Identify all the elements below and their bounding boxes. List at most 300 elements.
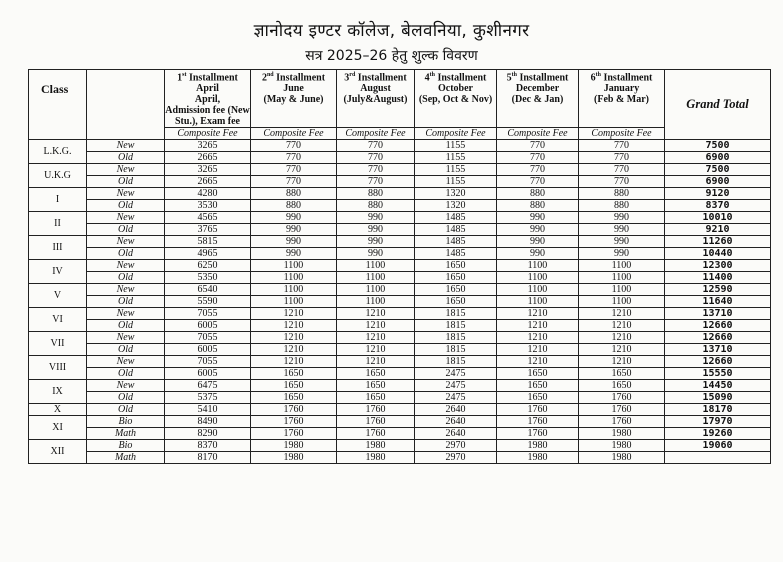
class-name: U.K.G [29, 164, 87, 188]
table-row [29, 140, 771, 152]
fee-cell: 1760 [497, 428, 579, 440]
table-row [29, 344, 771, 356]
installment-line: June [283, 83, 304, 95]
fee-cell: 1155 [415, 176, 497, 188]
fee-cell: 1320 [415, 200, 497, 212]
class-name: IV [29, 260, 87, 284]
fee-cell: 1650 [415, 260, 497, 272]
student-type: New [87, 164, 165, 176]
student-type: Old [87, 152, 165, 164]
installment-title [251, 70, 336, 83]
installment-header [497, 70, 579, 128]
installment-header [165, 70, 251, 128]
fee-cell: 1100 [337, 272, 415, 284]
grand-total-cell: 18170 [665, 404, 771, 416]
class-name: L.K.G. [29, 140, 87, 164]
fee-cell: 2665 [165, 152, 251, 164]
composite-fee-label: Composite Fee [497, 128, 579, 140]
fee-cell: 1210 [251, 320, 337, 332]
installment-ordinal: th [429, 72, 435, 78]
class-name: VIII [29, 356, 87, 380]
installment-number: 4 [424, 72, 430, 84]
fee-cell: 1485 [415, 224, 497, 236]
table-row [29, 392, 771, 404]
fee-cell: 1210 [497, 356, 579, 368]
composite-fee-label: Composite Fee [251, 128, 337, 140]
fee-cell: 8370 [165, 440, 251, 452]
grand-total-cell: 11640 [665, 296, 771, 308]
fee-cell: 1210 [251, 344, 337, 356]
installment-line: October [438, 83, 473, 95]
fee-cell: 1155 [415, 164, 497, 176]
student-type: Bio [87, 416, 165, 428]
fee-cell: 2475 [415, 380, 497, 392]
fee-cell: 1210 [497, 344, 579, 356]
fee-cell: 1650 [415, 296, 497, 308]
composite-fee-label: Composite Fee [337, 128, 415, 140]
grand-total-cell: 19260 [665, 428, 771, 440]
fee-cell: 880 [497, 188, 579, 200]
fee-cell: 1485 [415, 212, 497, 224]
class-name: VII [29, 332, 87, 356]
fee-cell: 770 [497, 152, 579, 164]
grand-total-cell: 11400 [665, 272, 771, 284]
fee-cell: 1100 [251, 272, 337, 284]
installment-title [579, 70, 664, 83]
fee-cell: 4965 [165, 248, 251, 260]
table-row [29, 260, 771, 272]
fee-cell: 1980 [579, 452, 665, 464]
fee-cell: 1210 [497, 320, 579, 332]
fee-cell: 990 [579, 212, 665, 224]
fee-cell: 3530 [165, 200, 251, 212]
fee-cell: 1760 [251, 404, 337, 416]
class-name: III [29, 236, 87, 260]
fee-cell: 990 [579, 248, 665, 260]
fee-cell: 2475 [415, 368, 497, 380]
student-type: New [87, 236, 165, 248]
grand-total-cell: 14450 [665, 380, 771, 392]
fee-cell: 3265 [165, 140, 251, 152]
class-name: XII [29, 440, 87, 464]
fee-cell: 1210 [497, 332, 579, 344]
student-type: Math [87, 428, 165, 440]
fee-cell: 1210 [337, 320, 415, 332]
installment-word: Installment [273, 72, 326, 84]
table-row [29, 224, 771, 236]
table-row [29, 308, 771, 320]
student-type: Old [87, 392, 165, 404]
grand-total-cell: 10440 [665, 248, 771, 260]
fee-cell: 1650 [497, 380, 579, 392]
fee-cell: 1650 [579, 368, 665, 380]
fee-cell: 1980 [251, 440, 337, 452]
installment-word: Installment [355, 72, 407, 84]
fee-cell: 990 [497, 248, 579, 260]
table-row [29, 320, 771, 332]
grand-total-cell: 12300 [665, 260, 771, 272]
table-row [29, 332, 771, 344]
type-header [87, 70, 165, 140]
student-type: Old [87, 344, 165, 356]
fee-cell: 990 [337, 224, 415, 236]
fee-cell: 1760 [579, 416, 665, 428]
fee-cell: 1815 [415, 320, 497, 332]
fee-cell: 1100 [337, 260, 415, 272]
fee-cell: 880 [251, 200, 337, 212]
student-type: Math [87, 452, 165, 464]
installment-number: 1 [177, 72, 183, 84]
fee-cell: 1650 [251, 392, 337, 404]
installment-number: 5 [506, 72, 512, 84]
student-type: New [87, 308, 165, 320]
fee-cell: 990 [497, 236, 579, 248]
installment-title [165, 70, 250, 83]
fee-cell: 990 [251, 248, 337, 260]
fee-cell: 990 [337, 212, 415, 224]
fee-cell: 2640 [415, 416, 497, 428]
fee-cell: 990 [251, 212, 337, 224]
table-row [29, 236, 771, 248]
table-row [29, 212, 771, 224]
table-row [29, 428, 771, 440]
table-row [29, 416, 771, 428]
college-title: ज्ञानोदय इण्टर कॉलेज, बेलवनिया, कुशीनगर [253, 21, 530, 41]
fee-cell: 880 [579, 200, 665, 212]
fee-cell: 5375 [165, 392, 251, 404]
class-name: XI [29, 416, 87, 440]
fee-cell: 1210 [579, 356, 665, 368]
installment-line: (Dec & Jan) [511, 94, 564, 106]
student-type: New [87, 140, 165, 152]
grand-total-cell: 9120 [665, 188, 771, 200]
grand-total-cell: 17970 [665, 416, 771, 428]
installment-header [415, 70, 497, 128]
fee-cell: 6250 [165, 260, 251, 272]
fee-cell: 1760 [251, 416, 337, 428]
installment-line: (Sep, Oct & Nov) [418, 94, 493, 106]
installment-word: Installment [434, 72, 487, 84]
table-row [29, 284, 771, 296]
fee-cell: 1100 [579, 260, 665, 272]
fee-cell: 1815 [415, 344, 497, 356]
fee-cell: 1760 [337, 416, 415, 428]
fee-cell: 1210 [337, 356, 415, 368]
fee-cell: 770 [579, 176, 665, 188]
fee-cell: 5410 [165, 404, 251, 416]
table-row [29, 164, 771, 176]
fee-cell: 1155 [415, 152, 497, 164]
grand-total-cell: 7500 [665, 140, 771, 152]
fee-cell: 880 [579, 188, 665, 200]
fee-cell: 5350 [165, 272, 251, 284]
fee-cell: 1650 [415, 284, 497, 296]
fee-cell: 1980 [579, 440, 665, 452]
student-type: Old [87, 404, 165, 416]
table-row [29, 188, 771, 200]
grand-total-cell: 15090 [665, 392, 771, 404]
fee-cell: 1980 [251, 452, 337, 464]
fee-cell: 1210 [251, 308, 337, 320]
fee-cell: 1100 [337, 296, 415, 308]
table-row [29, 440, 771, 452]
installment-number: 2 [261, 72, 267, 84]
installment-line: (May & June) [263, 94, 324, 106]
fee-cell: 1155 [415, 140, 497, 152]
fee-cell: 770 [337, 164, 415, 176]
fee-cell: 770 [251, 152, 337, 164]
installment-line: April, [194, 94, 221, 106]
fee-cell: 990 [337, 236, 415, 248]
fee-cell: 770 [497, 176, 579, 188]
fee-cell: 880 [337, 188, 415, 200]
fee-cell: 2665 [165, 176, 251, 188]
student-type: Old [87, 176, 165, 188]
fee-cell: 1650 [579, 380, 665, 392]
student-type: Old [87, 320, 165, 332]
grand-total-cell: 12590 [665, 284, 771, 296]
installment-line: Stu.), Exam fee [175, 116, 240, 128]
fee-cell: 770 [251, 140, 337, 152]
grand-total-cell: 12660 [665, 320, 771, 332]
fee-cell: 6005 [165, 320, 251, 332]
installment-header [337, 70, 415, 128]
fee-cell: 1760 [579, 404, 665, 416]
installment-word: Installment [600, 72, 653, 84]
fee-cell: 1760 [337, 428, 415, 440]
fee-cell: 1320 [415, 188, 497, 200]
fee-cell: 770 [337, 176, 415, 188]
student-type: Bio [87, 440, 165, 452]
table-row [29, 368, 771, 380]
fee-cell: 1815 [415, 332, 497, 344]
installment-word: Installment [186, 72, 238, 84]
fee-cell: 1815 [415, 356, 497, 368]
fee-cell: 1760 [497, 416, 579, 428]
fee-cell: 1650 [337, 368, 415, 380]
installment-line: (Feb & Mar) [594, 94, 649, 106]
fee-cell: 1650 [337, 392, 415, 404]
fee-cell: 990 [497, 224, 579, 236]
table-row [29, 404, 771, 416]
class-name: V [29, 284, 87, 308]
composite-fee-label: Composite Fee [579, 128, 665, 140]
fee-cell: 1760 [497, 404, 579, 416]
fee-table [28, 69, 771, 464]
fee-cell: 1650 [337, 380, 415, 392]
fee-cell: 1100 [251, 296, 337, 308]
fee-cell: 2475 [415, 392, 497, 404]
grand-total-cell: 11260 [665, 236, 771, 248]
fee-cell: 2640 [415, 428, 497, 440]
grand-total-cell: 13710 [665, 308, 771, 320]
fee-cell: 8170 [165, 452, 251, 464]
fee-cell: 770 [579, 164, 665, 176]
fee-cell: 880 [497, 200, 579, 212]
table-row [29, 248, 771, 260]
table-row [29, 296, 771, 308]
fee-cell: 880 [337, 200, 415, 212]
fee-cell: 1650 [251, 368, 337, 380]
installment-line: January [603, 83, 640, 95]
installment-ordinal: st [182, 72, 187, 78]
installment-line: April [196, 83, 219, 95]
installment-line: August [360, 83, 391, 95]
fee-cell: 7055 [165, 332, 251, 344]
composite-fee-label: Composite Fee [415, 128, 497, 140]
fee-cell: 1980 [579, 428, 665, 440]
installment-header [579, 70, 665, 128]
class-header: Class [29, 70, 87, 140]
table-row [29, 200, 771, 212]
fee-cell: 990 [337, 248, 415, 260]
fee-cell: 990 [579, 224, 665, 236]
fee-cell: 3265 [165, 164, 251, 176]
fee-cell: 7055 [165, 308, 251, 320]
fee-cell: 1100 [497, 296, 579, 308]
installment-title [497, 70, 578, 83]
fee-cell: 1210 [337, 308, 415, 320]
installment-line: Admission fee (New [165, 105, 250, 117]
fee-cell: 1210 [579, 308, 665, 320]
fee-cell: 2640 [415, 404, 497, 416]
grand-total-cell: 6900 [665, 176, 771, 188]
student-type: Old [87, 272, 165, 284]
grand-total-cell: 10010 [665, 212, 771, 224]
fee-cell: 5590 [165, 296, 251, 308]
fee-cell: 1210 [579, 332, 665, 344]
fee-cell: 770 [337, 152, 415, 164]
fee-cell: 770 [579, 152, 665, 164]
fee-cell: 1650 [415, 272, 497, 284]
fee-cell: 1100 [251, 260, 337, 272]
fee-cell: 8290 [165, 428, 251, 440]
fee-cell: 1485 [415, 248, 497, 260]
fee-cell: 6005 [165, 368, 251, 380]
fee-cell: 990 [251, 224, 337, 236]
fee-cell: 1760 [251, 428, 337, 440]
fee-cell: 5815 [165, 236, 251, 248]
student-type: New [87, 284, 165, 296]
fee-cell: 990 [497, 212, 579, 224]
fee-cell: 1760 [337, 404, 415, 416]
class-name: I [29, 188, 87, 212]
installment-line: December [515, 83, 560, 95]
fee-cell: 770 [251, 164, 337, 176]
fee-cell: 770 [337, 140, 415, 152]
installment-ordinal: nd [266, 72, 274, 78]
student-type: New [87, 380, 165, 392]
fee-cell: 770 [497, 164, 579, 176]
fee-cell: 1650 [497, 392, 579, 404]
fee-cell: 1100 [579, 296, 665, 308]
fee-cell: 7055 [165, 356, 251, 368]
fee-cell: 4280 [165, 188, 251, 200]
fee-cell: 1100 [579, 272, 665, 284]
student-type: New [87, 356, 165, 368]
fee-cell: 6540 [165, 284, 251, 296]
grand-total-cell: 6900 [665, 152, 771, 164]
fee-cell: 1210 [497, 308, 579, 320]
fee-cell: 990 [579, 236, 665, 248]
student-type: New [87, 260, 165, 272]
fee-cell: 1980 [337, 452, 415, 464]
fee-cell: 1980 [497, 440, 579, 452]
student-type: Old [87, 368, 165, 380]
installment-word: Installment [516, 72, 569, 84]
class-name: IX [29, 380, 87, 404]
grand-total-cell: 12660 [665, 332, 771, 344]
grand-total-cell: 15550 [665, 368, 771, 380]
installment-number: 6 [590, 72, 596, 84]
student-type: New [87, 212, 165, 224]
student-type: Old [87, 248, 165, 260]
grand-total-cell: 19060 [665, 440, 771, 452]
table-row [29, 152, 771, 164]
header-row [29, 70, 771, 128]
installment-ordinal: rd [349, 72, 356, 78]
table-row [29, 452, 771, 464]
fee-cell: 1210 [579, 320, 665, 332]
composite-fee-label: Composite Fee [165, 128, 251, 140]
fee-cell: 2970 [415, 440, 497, 452]
table-row [29, 272, 771, 284]
installment-title [337, 70, 414, 83]
grand-total-cell: 12660 [665, 356, 771, 368]
student-type: Old [87, 296, 165, 308]
class-name: X [29, 404, 87, 416]
grand-total-cell [665, 452, 771, 464]
session-subtitle: सत्र 2025–26 हेतु शुल्क विवरण [305, 48, 478, 64]
fee-cell: 1760 [579, 392, 665, 404]
class-name: VI [29, 308, 87, 332]
fee-cell: 1100 [497, 260, 579, 272]
student-type: Old [87, 224, 165, 236]
installment-title [415, 70, 496, 83]
fee-cell: 1100 [497, 284, 579, 296]
table-row [29, 356, 771, 368]
table-row [29, 380, 771, 392]
fee-cell: 1210 [337, 332, 415, 344]
fee-cell: 1485 [415, 236, 497, 248]
installment-line: (July&August) [343, 94, 408, 106]
fee-cell: 2970 [415, 452, 497, 464]
grand-total-cell: 7500 [665, 164, 771, 176]
fee-cell: 1980 [337, 440, 415, 452]
fee-cell: 1650 [251, 380, 337, 392]
fee-cell: 4565 [165, 212, 251, 224]
table-row [29, 176, 771, 188]
installment-ordinal: th [511, 72, 517, 78]
fee-cell: 6475 [165, 380, 251, 392]
fee-cell: 990 [251, 236, 337, 248]
fee-cell: 880 [251, 188, 337, 200]
grand-total-cell: 8370 [665, 200, 771, 212]
fee-cell: 770 [251, 176, 337, 188]
fee-cell: 1210 [579, 344, 665, 356]
grand-total-header: Grand Total [665, 70, 771, 140]
installment-header [251, 70, 337, 128]
student-type: Old [87, 200, 165, 212]
fee-cell: 1210 [251, 356, 337, 368]
fee-cell: 1100 [497, 272, 579, 284]
fee-cell: 1210 [337, 344, 415, 356]
fee-cell: 770 [579, 140, 665, 152]
fee-cell: 1100 [579, 284, 665, 296]
student-type: New [87, 332, 165, 344]
installment-ordinal: th [595, 72, 601, 78]
fee-cell: 6005 [165, 344, 251, 356]
